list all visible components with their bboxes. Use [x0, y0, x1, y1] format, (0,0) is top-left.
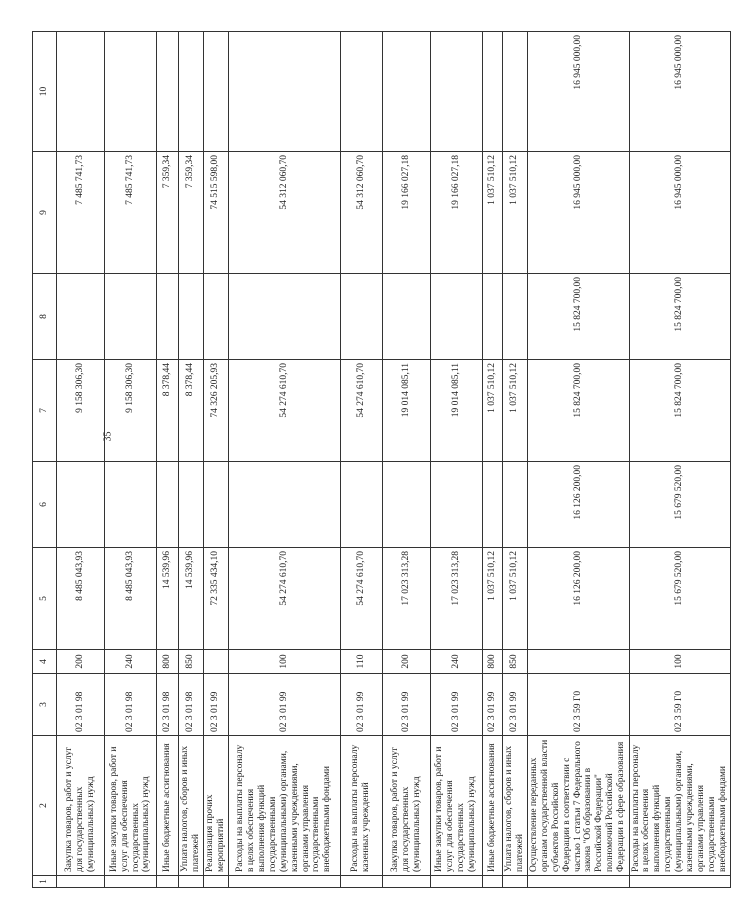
cell-index [105, 876, 157, 888]
cell-vr: 850 [179, 650, 204, 674]
cell-c9: 7 359,34 [157, 152, 179, 274]
cell-c8 [179, 274, 204, 360]
table-row [340, 32, 382, 888]
header-cell: 1 [33, 876, 57, 888]
cell-c7: 9 158 306,30 [57, 360, 105, 462]
cell-c9: 7 485 741,73 [57, 152, 105, 274]
rotated-budget-table-container [32, 32, 728, 888]
cell-c10 [179, 32, 204, 152]
cell-vr: 100 [228, 650, 340, 674]
cell-index [203, 876, 228, 888]
cell-index [57, 876, 105, 888]
cell-vr [527, 650, 629, 674]
cell-c5: 1 037 510,12 [482, 548, 502, 650]
cell-c6 [382, 462, 430, 548]
cell-name: Реализация прочих мероприятий [203, 736, 228, 876]
cell-c9: 54 312 060,70 [340, 152, 382, 274]
header-cell: 7 [33, 360, 57, 462]
cell-c7: 15 824 700,00 [527, 360, 629, 462]
cell-name: Уплата налогов, сборов и иных платежей [179, 736, 204, 876]
cell-c9: 74 515 598,00 [203, 152, 228, 274]
table-row [203, 32, 228, 888]
cell-index [430, 876, 482, 888]
cell-c5: 1 037 510,12 [502, 548, 527, 650]
cell-index [629, 876, 730, 888]
cell-c6 [502, 462, 527, 548]
cell-vr: 850 [502, 650, 527, 674]
cell-c5: 8 485 043,93 [105, 548, 157, 650]
cell-vr: 800 [157, 650, 179, 674]
cell-c6 [157, 462, 179, 548]
cell-name: Уплата налогов, сборов и иных платежей [502, 736, 527, 876]
table-row [228, 32, 340, 888]
cell-c10 [430, 32, 482, 152]
cell-c5: 15 679 520,00 [629, 548, 730, 650]
cell-c7: 19 014 085,11 [382, 360, 430, 462]
cell-code: 02 3 59 Г0 [527, 674, 629, 736]
header-cell: 10 [33, 32, 57, 152]
cell-code: 02 3 01 99 [228, 674, 340, 736]
cell-c7: 9 158 306,30 [105, 360, 157, 462]
cell-c5: 54 274 610,70 [228, 548, 340, 650]
cell-c5: 54 274 610,70 [340, 548, 382, 650]
cell-c7: 19 014 085,11 [430, 360, 482, 462]
cell-vr [203, 650, 228, 674]
cell-index [382, 876, 430, 888]
cell-c8: 15 824 700,00 [629, 274, 730, 360]
cell-c8: 15 824 700,00 [527, 274, 629, 360]
cell-vr: 240 [430, 650, 482, 674]
cell-c5: 16 126 200,00 [527, 548, 629, 650]
table-row [57, 32, 105, 888]
cell-c10: 16 945 000,00 [629, 32, 730, 152]
cell-code: 02 3 01 99 [430, 674, 482, 736]
cell-name: Расходы на выплаты персоналу в целях обеспечения выполнения функций государственными (муниципальными) органами, казенными учреждениями, органами управления государственными внебюджетными фондами [629, 736, 730, 876]
cell-c10 [105, 32, 157, 152]
cell-c8 [502, 274, 527, 360]
header-cell: 4 [33, 650, 57, 674]
cell-vr: 200 [382, 650, 430, 674]
cell-c6 [203, 462, 228, 548]
cell-vr: 800 [482, 650, 502, 674]
cell-c10 [340, 32, 382, 152]
cell-c10 [203, 32, 228, 152]
cell-c10 [228, 32, 340, 152]
cell-c10 [502, 32, 527, 152]
table-row [382, 32, 430, 888]
cell-index [340, 876, 382, 888]
cell-c6 [228, 462, 340, 548]
cell-c5: 17 023 313,28 [382, 548, 430, 650]
cell-c8 [228, 274, 340, 360]
cell-c10: 16 945 000,00 [527, 32, 629, 152]
cell-code: 02 3 01 98 [157, 674, 179, 736]
cell-code: 02 3 01 99 [482, 674, 502, 736]
cell-c7: 1 037 510,12 [482, 360, 502, 462]
cell-name: Закупка товаров, работ и услуг для государственных (муниципальных) нужд [57, 736, 105, 876]
cell-c8 [430, 274, 482, 360]
cell-c7: 15 824 700,00 [629, 360, 730, 462]
cell-c9: 1 037 510,12 [482, 152, 502, 274]
budget-table [32, 31, 731, 888]
cell-c5: 8 485 043,93 [57, 548, 105, 650]
cell-code: 02 3 01 99 [340, 674, 382, 736]
cell-code: 02 3 01 99 [502, 674, 527, 736]
cell-c9: 16 945 000,00 [527, 152, 629, 274]
cell-c8 [203, 274, 228, 360]
cell-c7: 74 326 205,93 [203, 360, 228, 462]
cell-c10 [57, 32, 105, 152]
cell-c8 [105, 274, 157, 360]
cell-c10 [482, 32, 502, 152]
cell-name: Осуществление переданных органам государственной власти субъектов Российской Федерации в соответствии с частью 1 статьи 7 Федерального закона "Об образовании в Российской Федерации" полномочий Российской Федерации в сфере образования [527, 736, 629, 876]
cell-c7: 54 274 610,70 [340, 360, 382, 462]
cell-code: 02 3 59 Г0 [629, 674, 730, 736]
cell-c7: 1 037 510,12 [502, 360, 527, 462]
cell-name: Иные бюджетные ассигнования [482, 736, 502, 876]
cell-c9: 54 312 060,70 [228, 152, 340, 274]
cell-vr: 240 [105, 650, 157, 674]
cell-index [527, 876, 629, 888]
cell-code: 02 3 01 98 [179, 674, 204, 736]
cell-c6 [105, 462, 157, 548]
cell-name: Иные закупки товаров, работ и услуг для обеспечения государственных (муниципальных) нужд [430, 736, 482, 876]
cell-name: Закупка товаров, работ и услуг для государственных (муниципальных) нужд [382, 736, 430, 876]
page-number: 35 [102, 431, 114, 442]
cell-c8 [340, 274, 382, 360]
cell-name: Иные бюджетные ассигнования [157, 736, 179, 876]
cell-c9: 7 359,34 [179, 152, 204, 274]
cell-c8 [57, 274, 105, 360]
cell-index [502, 876, 527, 888]
cell-c10 [382, 32, 430, 152]
table-row [482, 32, 502, 888]
header-cell: 9 [33, 152, 57, 274]
cell-name: Иные закупки товаров, работ и услуг для обеспечения государственных (муниципальных) нужд [105, 736, 157, 876]
cell-c7: 54 274 610,70 [228, 360, 340, 462]
cell-c9: 7 485 741,73 [105, 152, 157, 274]
cell-c6: 16 126 200,00 [527, 462, 629, 548]
cell-c6 [482, 462, 502, 548]
cell-c6: 15 679 520,00 [629, 462, 730, 548]
header-cell: 8 [33, 274, 57, 360]
table-row [105, 32, 157, 888]
cell-c5: 14 539,96 [179, 548, 204, 650]
cell-c6 [340, 462, 382, 548]
table-row [502, 32, 527, 888]
cell-vr: 100 [629, 650, 730, 674]
cell-c8 [482, 274, 502, 360]
cell-index [228, 876, 340, 888]
cell-c6 [57, 462, 105, 548]
cell-c7: 8 378,44 [179, 360, 204, 462]
table-row [179, 32, 204, 888]
cell-vr: 110 [340, 650, 382, 674]
header-row [33, 32, 57, 888]
table-row [157, 32, 179, 888]
cell-name: Расходы на выплаты персоналу в целях обеспечения выполнения функций государственными (муниципальными) органами, казенными учреждениями, органами управления государственными внебюджетными фондами [228, 736, 340, 876]
cell-code: 02 3 01 99 [203, 674, 228, 736]
table-row [629, 32, 730, 888]
cell-index [482, 876, 502, 888]
cell-c8 [382, 274, 430, 360]
cell-c5: 72 335 434,10 [203, 548, 228, 650]
table-row [527, 32, 629, 888]
cell-c5: 17 023 313,28 [430, 548, 482, 650]
cell-c7: 8 378,44 [157, 360, 179, 462]
table-row [430, 32, 482, 888]
cell-c8 [157, 274, 179, 360]
header-cell: 6 [33, 462, 57, 548]
cell-code: 02 3 01 98 [105, 674, 157, 736]
cell-code: 02 3 01 99 [382, 674, 430, 736]
header-cell: 3 [33, 674, 57, 736]
cell-code: 02 3 01 98 [57, 674, 105, 736]
header-cell: 5 [33, 548, 57, 650]
cell-c10 [157, 32, 179, 152]
cell-c5: 14 539,96 [157, 548, 179, 650]
cell-c6 [430, 462, 482, 548]
cell-c9: 19 166 027,18 [382, 152, 430, 274]
cell-index [157, 876, 179, 888]
cell-name: Расходы на выплаты персоналу казенных учреждений [340, 736, 382, 876]
cell-index [179, 876, 204, 888]
cell-c9: 16 945 000,00 [629, 152, 730, 274]
cell-c9: 1 037 510,12 [502, 152, 527, 274]
header-cell: 2 [33, 736, 57, 876]
cell-vr: 200 [57, 650, 105, 674]
cell-c9: 19 166 027,18 [430, 152, 482, 274]
cell-c6 [179, 462, 204, 548]
table-body [33, 32, 731, 888]
